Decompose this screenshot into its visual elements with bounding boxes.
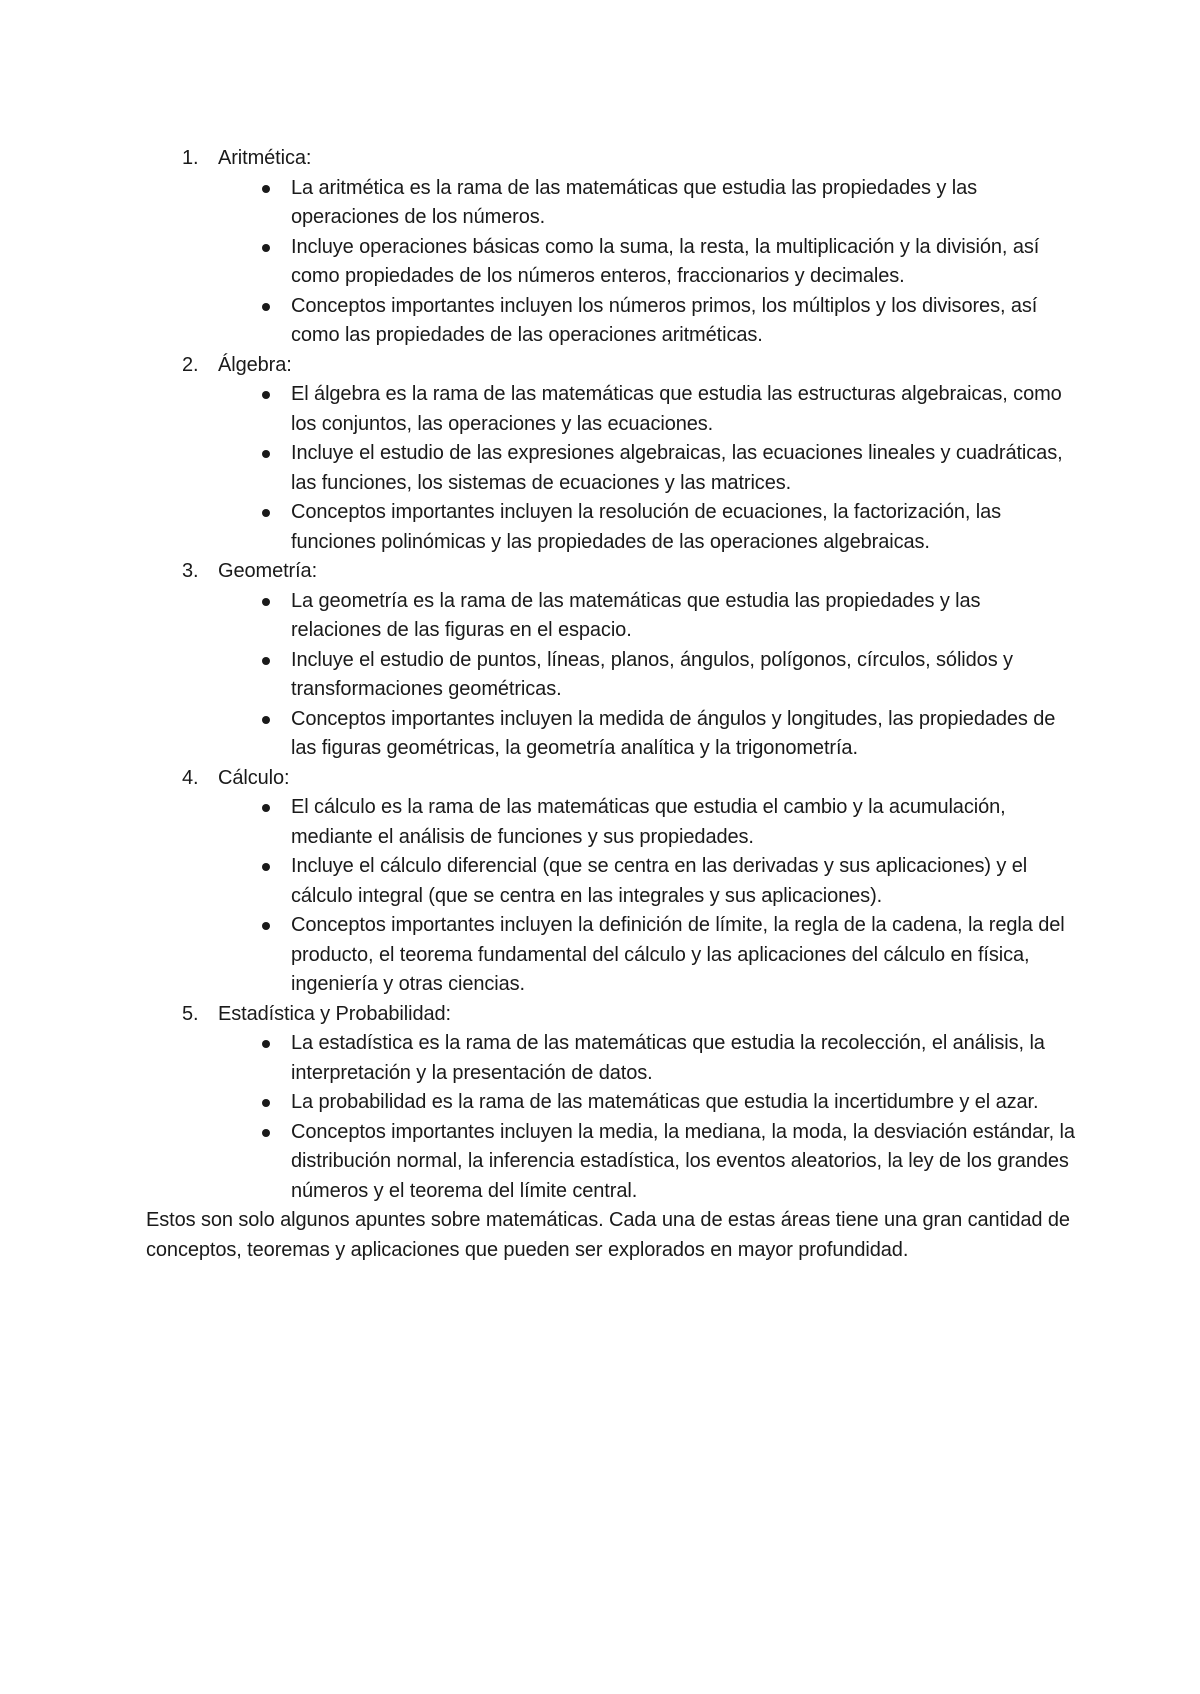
list-item-text: La aritmética es la rama de las matemáticas que estudia las propiedades y las operaciones de los números. bbox=[291, 176, 977, 228]
section-statistics bbox=[146, 1000, 1076, 1207]
list-item bbox=[218, 911, 1076, 1000]
bullet-icon bbox=[262, 1040, 270, 1048]
section-title: Álgebra: bbox=[218, 353, 292, 376]
list-item-text: Conceptos importantes incluyen la resolución de ecuaciones, la factorización, las funciones polinómicas y las propiedades de las operaciones algebraicas. bbox=[291, 501, 1002, 553]
list-item-text: Incluye el estudio de puntos, líneas, planos, ángulos, polígonos, círculos, sólidos y transformaciones geométricas. bbox=[291, 648, 1013, 700]
bullet-list bbox=[218, 587, 1076, 764]
list-item-text: Incluye el cálculo diferencial (que se centra en las derivadas y sus aplicaciones) y el cálculo integral (que se centra en las integrales y sus aplicaciones). bbox=[291, 855, 1028, 907]
list-item bbox=[218, 498, 1076, 557]
list-item-text: Incluye operaciones básicas como la suma, la resta, la multiplicación y la división, así como propiedades de los números enteros, fraccionarios y decimales. bbox=[291, 235, 1040, 287]
bullet-list bbox=[218, 1029, 1076, 1206]
list-item bbox=[218, 587, 1076, 646]
section-algebra bbox=[146, 351, 1076, 558]
bullet-icon bbox=[262, 303, 270, 311]
section-title: Aritmética: bbox=[218, 147, 312, 169]
bullet-icon bbox=[262, 509, 270, 517]
section-title: Cálculo: bbox=[218, 766, 290, 789]
bullet-icon bbox=[262, 716, 270, 724]
bullet-icon bbox=[262, 450, 270, 458]
list-item bbox=[218, 439, 1076, 498]
section-geometry bbox=[146, 557, 1076, 764]
list-item bbox=[218, 1029, 1076, 1088]
bullet-icon bbox=[262, 922, 270, 930]
bullet-list bbox=[218, 793, 1076, 1000]
list-item-text: El cálculo es la rama de las matemáticas que estudia el cambio y la acumulación, mediante el análisis de funciones y sus propiedades. bbox=[291, 796, 1006, 848]
list-item bbox=[218, 174, 1076, 233]
section-number: 3. bbox=[182, 560, 199, 582]
list-item-text: El álgebra es la rama de las matemáticas que estudia las estructuras algebraicas, como los conjuntos, las operaciones y las ecuaciones. bbox=[291, 383, 1062, 435]
bullet-icon bbox=[262, 598, 270, 606]
section-arithmetic bbox=[146, 144, 1076, 351]
section-title: Geometría: bbox=[218, 560, 318, 582]
list-item bbox=[218, 705, 1076, 764]
bullet-icon bbox=[262, 185, 270, 193]
list-item bbox=[218, 646, 1076, 705]
list-item bbox=[218, 292, 1076, 351]
list-item bbox=[218, 1118, 1076, 1207]
section-title: Estadística y Probabilidad: bbox=[218, 1002, 451, 1025]
list-item-text: La geometría es la rama de las matemáticas que estudia las propiedades y las relaciones de las figuras en el espacio. bbox=[291, 589, 981, 641]
section-list bbox=[146, 144, 1076, 1206]
section-number: 1. bbox=[182, 147, 199, 169]
list-item-text: Conceptos importantes incluyen los números primos, los múltiplos y los divisores, así como las propiedades de las operaciones aritméticas. bbox=[291, 294, 1038, 346]
document-content bbox=[146, 144, 1076, 1265]
list-item-text: Conceptos importantes incluyen la medida de ángulos y longitudes, las propiedades de las figuras geométricas, la geometría analítica y la trigonometría. bbox=[291, 707, 1056, 759]
section-number: 4. bbox=[182, 766, 199, 789]
bullet-list bbox=[218, 380, 1076, 557]
list-item bbox=[218, 380, 1076, 439]
bullet-icon bbox=[262, 244, 270, 252]
list-item-text: Conceptos importantes incluyen la definición de límite, la regla de la cadena, la regla del producto, el teorema fundamental del cálculo y las aplicaciones del cálculo en física, ingeniería y otras ciencias. bbox=[291, 914, 1065, 995]
list-item-text: La probabilidad es la rama de las matemáticas que estudia la incertidumbre y el azar. bbox=[291, 1091, 1039, 1113]
section-number: 5. bbox=[182, 1002, 199, 1025]
list-item-text: La estadística es la rama de las matemáticas que estudia la recolección, el análisis, la interpretación y la presentación de datos. bbox=[291, 1032, 1045, 1084]
list-item bbox=[218, 793, 1076, 852]
section-calculus bbox=[146, 764, 1076, 1000]
bullet-icon bbox=[262, 657, 270, 665]
list-item bbox=[218, 233, 1076, 292]
list-item bbox=[218, 1088, 1076, 1118]
bullet-icon bbox=[262, 391, 270, 399]
bullet-icon bbox=[262, 863, 270, 871]
list-item bbox=[218, 852, 1076, 911]
bullet-icon bbox=[262, 1129, 270, 1137]
list-item-text: Conceptos importantes incluyen la media, la mediana, la moda, la desviación estándar, la distribución normal, la inferencia estadística, los eventos aleatorios, la ley de los grandes números y el teorema del límite central. bbox=[291, 1120, 1075, 1202]
bullet-icon bbox=[262, 804, 270, 812]
bullet-icon bbox=[262, 1099, 270, 1107]
bullet-list bbox=[218, 174, 1076, 351]
section-number: 2. bbox=[182, 353, 199, 376]
closing-paragraph: Estos son solo algunos apuntes sobre matemáticas. Cada una de estas áreas tiene una gran cantidad de conceptos, teoremas y aplicaciones que pueden ser explorados en mayor profundidad. bbox=[146, 1209, 1070, 1261]
list-item-text: Incluye el estudio de las expresiones algebraicas, las ecuaciones lineales y cuadráticas, las funciones, los sistemas de ecuaciones y las matrices. bbox=[291, 442, 1063, 494]
